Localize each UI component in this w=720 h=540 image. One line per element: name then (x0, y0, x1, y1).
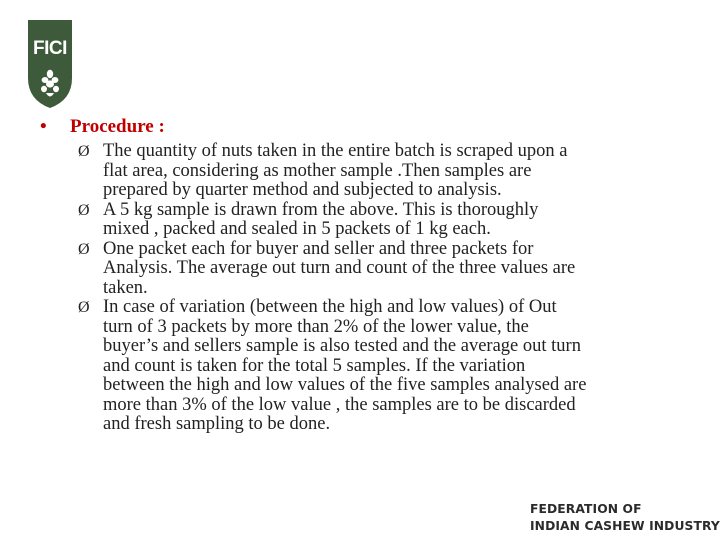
heading-bullet: • (40, 116, 47, 137)
item-line: The quantity of nuts taken in the entire batch is scraped upon a (103, 141, 568, 161)
heading-text: Procedure : (70, 116, 165, 137)
procedure-heading (40, 116, 165, 138)
item-line: In case of variation (between the high and low values) of Out (103, 297, 557, 317)
item-line: buyer’s and sellers sample is also tested and the average out turn (103, 336, 581, 356)
fici-logo (26, 18, 74, 110)
item-line: between the high and low values of the five samples analysed are (103, 375, 587, 395)
fici-logo-text: FICI (33, 38, 67, 59)
arrow-bullet-icon: Ø (78, 143, 90, 160)
item-line: One packet each for buyer and seller and three packets for (103, 238, 534, 259)
arrow-bullet-icon: Ø (78, 240, 90, 258)
item-line: more than 3% of the low value , the samples are to be discarded (103, 394, 576, 415)
item-line: and fresh sampling to be done. (103, 414, 331, 434)
procedure-item-1 (76, 142, 686, 201)
organization-wordmark (530, 501, 720, 535)
item-line: A 5 kg sample is drawn from the above. This is thoroughly (103, 199, 539, 220)
item-line: Analysis. The average out turn and count of the three values are (103, 258, 576, 278)
arrow-bullet-icon: Ø (78, 299, 90, 316)
item-line: and count is taken for the total 5 samples. If the variation (103, 355, 526, 376)
arrow-bullet-icon: Ø (78, 201, 90, 219)
item-line: prepared by quarter method and subjected to analysis. (103, 180, 502, 200)
wordmark-line-2: INDIAN CASHEW INDUSTRY (530, 519, 720, 533)
procedure-item-4 (76, 298, 686, 435)
item-line: flat area, considering as mother sample .Then samples are (103, 160, 532, 181)
procedure-item-3 (76, 240, 686, 299)
procedure-list (76, 142, 686, 435)
item-line: turn of 3 packets by more than 2% of the lower value, the (103, 316, 529, 337)
item-line: taken. (103, 277, 148, 298)
procedure-item-2 (76, 201, 686, 240)
item-line: mixed , packed and sealed in 5 packets of 1 kg each. (103, 219, 491, 239)
wordmark-line-1: FEDERATION OF (530, 502, 642, 516)
